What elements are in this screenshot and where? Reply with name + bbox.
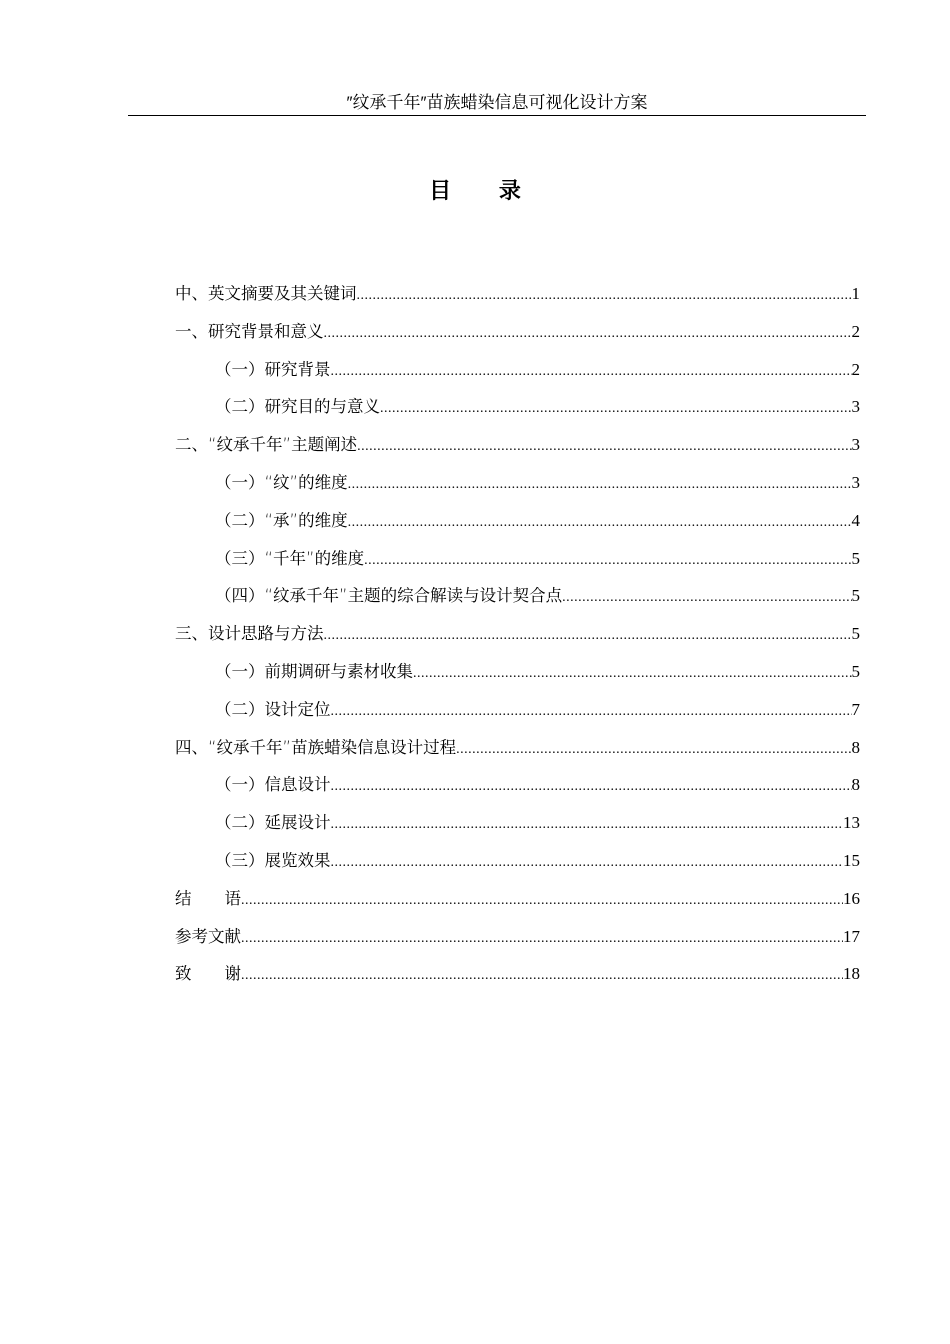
page-header: ″纹承千年″苗族蜡染信息可视化设计方案: [346, 93, 648, 113]
toc-entry-page: 3: [851, 397, 860, 417]
dot-leader: [364, 548, 851, 574]
dot-leader: [331, 812, 844, 838]
toc-title-char: 录: [498, 179, 521, 204]
toc-entry-page: 8: [851, 737, 860, 757]
toc-entry-label: 结 语: [175, 888, 241, 908]
toc-entry[interactable]: [175, 772, 860, 810]
toc-entry-page: 2: [851, 359, 860, 379]
toc-entry[interactable]: [175, 621, 860, 659]
toc-entry-label: （二）“承”的维度: [215, 510, 348, 530]
toc-entry-label: 三、设计思路与方法: [175, 624, 324, 644]
toc-entry[interactable]: [175, 432, 860, 470]
toc-entry-label: （一）研究背景: [215, 359, 331, 379]
toc-entry[interactable]: [175, 735, 860, 773]
table-of-contents: [175, 281, 860, 999]
dot-leader: [331, 774, 852, 800]
toc-entry[interactable]: [175, 886, 860, 924]
dot-leader: [241, 963, 843, 989]
toc-entry-page: 5: [851, 661, 860, 681]
dot-leader: [331, 699, 852, 725]
toc-entry-label: （一）前期调研与素材收集: [215, 661, 413, 681]
toc-entry-page: 18: [843, 964, 860, 984]
dot-leader: [331, 359, 852, 385]
toc-entry-page: 17: [843, 926, 860, 946]
toc-entry-label: （二）延展设计: [215, 813, 331, 833]
toc-entry-label: 四、“纹承千年”苗族蜡染信息设计过程: [175, 737, 457, 757]
toc-entry[interactable]: [175, 357, 860, 395]
dot-leader: [324, 623, 852, 649]
toc-entry-label: 二、“纹承千年”主题阐述: [175, 435, 358, 455]
toc-entry-page: 5: [851, 624, 860, 644]
toc-entry[interactable]: [175, 319, 860, 357]
dot-leader: [413, 661, 852, 687]
dot-leader: [357, 283, 852, 309]
toc-entry-page: 15: [843, 850, 860, 870]
toc-entry-label: 参考文献: [175, 926, 241, 946]
toc-entry-page: 5: [851, 586, 860, 606]
dot-leader: [562, 585, 851, 611]
toc-entry[interactable]: [175, 281, 860, 319]
toc-entry[interactable]: [175, 848, 860, 886]
toc-entry-page: 8: [851, 775, 860, 795]
dot-leader: [456, 737, 851, 763]
toc-entry-page: 2: [851, 321, 860, 341]
toc-entry[interactable]: [175, 583, 860, 621]
toc-entry-page: 7: [851, 699, 860, 719]
toc-entry[interactable]: [175, 924, 860, 962]
dot-leader: [357, 434, 851, 460]
toc-entry-label: （一）“纹”的维度: [215, 472, 348, 492]
dot-leader: [241, 888, 843, 914]
toc-entry-label: （二）研究目的与意义: [215, 397, 380, 417]
toc-entry-label: （四）“纹承千年”主题的综合解读与设计契合点: [215, 586, 563, 606]
dot-leader: [348, 510, 852, 536]
toc-entry-label: （三）展览效果: [215, 850, 331, 870]
toc-title-char: 目: [429, 179, 452, 204]
toc-title: [0, 174, 950, 205]
toc-entry-page: 5: [851, 548, 860, 568]
toc-entry-page: 1: [851, 284, 860, 303]
toc-entry-page: 3: [851, 472, 860, 492]
toc-entry-label: （三）“千年”的维度: [215, 548, 365, 568]
dot-leader: [380, 396, 852, 422]
toc-entry[interactable]: [175, 546, 860, 584]
toc-entry-page: 3: [851, 435, 860, 455]
toc-entry-label: 致 谢: [175, 964, 241, 984]
toc-entry-label: （二）设计定位: [215, 699, 331, 719]
header-divider: [128, 115, 866, 116]
toc-entry-page: 4: [851, 510, 860, 530]
toc-entry-page: 13: [843, 813, 860, 833]
toc-entry-label: （一）信息设计: [215, 775, 331, 795]
toc-entry[interactable]: [175, 810, 860, 848]
toc-entry[interactable]: [175, 508, 860, 546]
dot-leader: [331, 850, 844, 876]
dot-leader: [324, 321, 852, 347]
toc-entry[interactable]: [175, 961, 860, 999]
toc-entry[interactable]: [175, 659, 860, 697]
toc-entry[interactable]: [175, 394, 860, 432]
toc-entry[interactable]: [175, 697, 860, 735]
dot-leader: [241, 926, 843, 952]
dot-leader: [348, 472, 852, 498]
toc-entry-page: 16: [843, 888, 860, 908]
toc-entry[interactable]: [175, 470, 860, 508]
toc-entry-label: 一、研究背景和意义: [175, 321, 324, 341]
toc-entry-label: 中、英文摘要及其关键词: [175, 284, 357, 303]
